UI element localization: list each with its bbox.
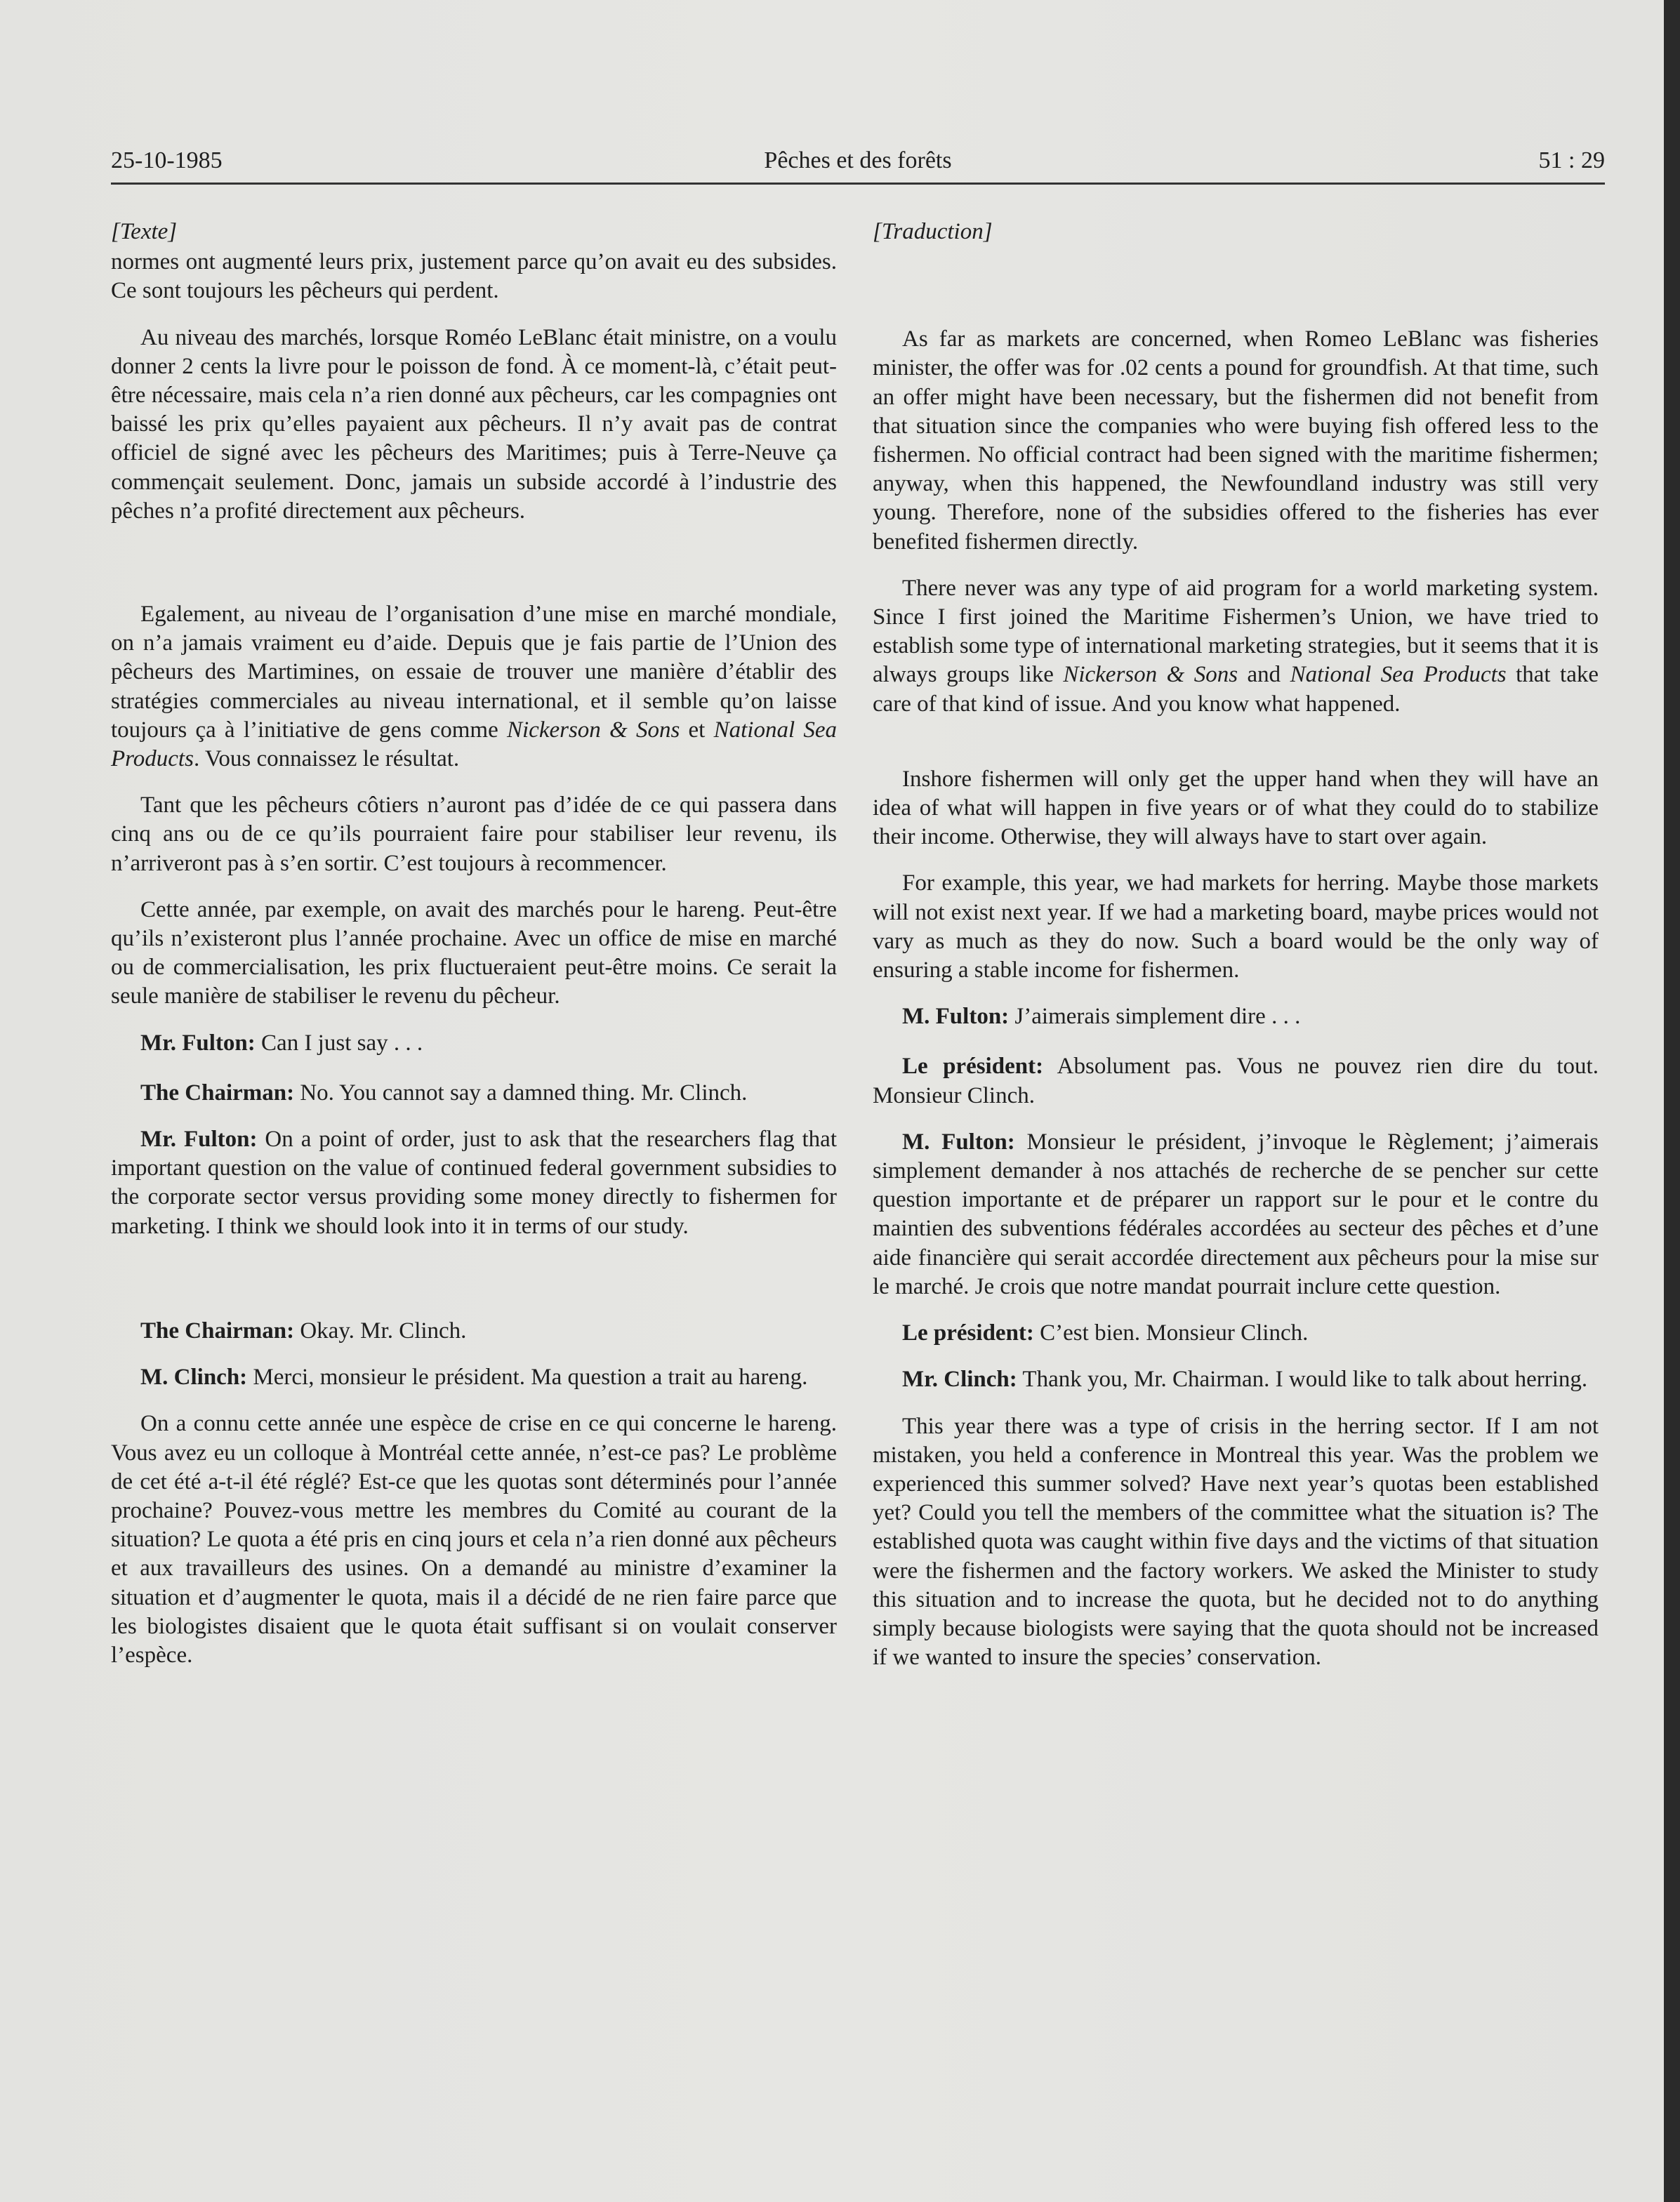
right-column [873,218,1599,1672]
speaker-text: Monsieur le président, j’invoque le Règlement; j’aimerais simplement demander à nos attachés de recherche de se pencher sur cette question importante et de préparer un rapport sur le pour et le contre du maintien des subventions fédérales accordées au secteur des pêches et d’une aide financière qui serait accordée directement aux pêcheurs pour la mise sur le marché. Je crois que notre mandat pourrait inclure cette question. [873,1129,1599,1299]
speaker-line [873,1052,1599,1110]
speaker-line [111,1317,837,1346]
right-paragraph: For example, this year, we had markets for herring. Maybe those markets will not exist next year. If we had a marketing board, maybe prices would not vary as much as they do now. Such a board would be the only way of ensuring a stable income for fishermen. [873,870,1599,983]
speaker-line [873,1128,1599,1301]
right-paragraph: Inshore fishermen will only get the upper hand when they will have an idea of what will happen in five years or of what they could do to stabilize their income. Otherwise, they will always have to start over again. [873,766,1599,850]
company-name: Nickerson & Sons [1063,662,1238,688]
company-name: National Sea Products [111,717,837,772]
text-run: . Vous connaissez le résultat. [193,746,460,772]
header-page-number: 51 : 29 [1538,147,1605,173]
left-paragraph [111,600,837,774]
speaker-line [111,1125,837,1241]
speaker-text: C’est bien. Monsieur Clinch. [1033,1320,1309,1346]
speaker-text: Merci, monsieur le président. Ma question a trait au hareng. [247,1365,808,1391]
speaker-text: J’aimerais simplement dire . . . [1009,1004,1301,1030]
speaker-line [873,1319,1599,1348]
company-name: National Sea Products [1290,662,1507,688]
speaker-text: Absolument pas. Vous ne pouvez rien dire du tout. Monsieur Clinch. [873,1054,1599,1108]
text-run: and [1238,662,1290,688]
header-rule [111,183,1605,185]
speaker-name: M. Fulton: [902,1004,1010,1030]
text-run: that take care of that kind of issue. And you know what happened. [873,662,1599,717]
left-paragraph: normes ont augmenté leurs prix, justement parce qu’on avait eu des subsides. Ce sont toujours les pêcheurs qui perdent. [111,249,837,304]
speaker-text: Okay. Mr. Clinch. [294,1318,467,1344]
speaker-line [873,1002,1599,1031]
header-title: Pêches et des forêts [764,147,952,173]
speaker-name: Le président: [902,1320,1034,1346]
speaker-name: M. Fulton: [902,1129,1015,1155]
right-paragraph: This year there was a type of crisis in the herring sector. If I am not mistaken, you held a conference in Montreal this year. Was the problem we experienced this summer solved? Have next year’s quotas been established yet? Could you tell the members of the committee what the situation is? The established quota was caught within five days and the victims of that situation were the fishermen and the factory workers. We asked the Minister to study this situation and to increase the quota, but he decided not to do anything simply because biologists were saying that the quota should not be increased if we wanted to insure the species’ conservation. [873,1413,1599,1671]
left-column-label: [Texte] [111,219,178,244]
text-run: Egalement, au niveau de l’organisation d’une mise en marché mondiale, on n’a jamais vraiment eu d’aide. Depuis que je fais partie de l’Union des pêcheurs des Martimines, on essaie de trouver une manière d’établir des stratégies commerciales au niveau international, et il semble qu’on laisse toujours ça à l’initiative de gens comme [111,602,837,743]
speaker-line [111,1363,837,1392]
speaker-name: The Chairman: [140,1318,295,1344]
right-paragraph [873,574,1599,719]
speaker-line [111,1079,837,1108]
speaker-name: M. Clinch: [140,1365,248,1391]
speaker-name: Mr. Clinch: [902,1367,1017,1393]
company-name: Nickerson & Sons [507,717,680,743]
right-paragraph: As far as markets are concerned, when Romeo LeBlanc was fisheries minister, the offer was for .02 cents a pound for groundfish. At that time, such an offer might have been necessary, but the fishermen did not benefit from that situation since the companies who were buying fish offered less to the fishermen. No official contract had been signed with the maritime fishermen; anyway, when this happened, the Newfoundland industry was still very young. Therefore, none of the subsidies offered to the fisheries has ever benefited fishermen directly. [873,326,1599,555]
left-label-text: Texte [119,219,168,244]
text-run: et [680,717,714,743]
left-paragraph: Au niveau des marchés, lorsque Roméo LeBlanc était ministre, on a voulu donner 2 cents la livre pour le poisson de fond. À ce moment-là, c’était peut-être nécessaire, mais cela n’a rien donné aux pêcheurs, car les compagnies ont baissé les prix qu’elles payaient aux pêcheurs. Il n’y avait pas de contrat officiel de signé avec les pêcheurs des Maritimes; puis à Terre-Neuve ça commençait seulement. Donc, jamais un subside accordé à l’industrie des pêches n’a profité directement aux pêcheurs. [111,324,837,524]
speaker-name: Le président: [902,1054,1044,1080]
speaker-text: Can I just say . . . [255,1030,423,1056]
speaker-name: The Chairman: [140,1080,295,1106]
right-label-text: Traduction [881,219,984,244]
speaker-text: Thank you, Mr. Chairman. I would like to talk about herring. [1017,1367,1588,1393]
speaker-name: Mr. Fulton: [140,1127,258,1153]
speaker-name: Mr. Fulton: [140,1030,256,1056]
left-paragraph: Tant que les pêcheurs côtiers n’auront pas d’idée de ce qui passera dans cinq ans ou de ce qu’ils pourraient faire pour stabiliser leur revenu, ils n’arriveront pas à s’en sortir. C’est toujours à recommencer. [111,792,837,876]
speaker-text: On a point of order, just to ask that the researchers flag that important question on the value of continued federal government subsidies to the corporate sector versus providing some money directly to fishermen for marketing. I think we should look into it in terms of our study. [111,1127,838,1239]
left-paragraph: Cette année, par exemple, on avait des marchés pour le hareng. Peut-être qu’ils n’existeront plus l’année prochaine. Avec un office de mise en marché ou de commercialisation, les prix fluctueraient peut-être moins. Ce serait la seule manière de stabiliser le revenu du pêcheur. [111,896,837,1009]
right-column-label: [Traduction] [873,219,993,244]
scan-edge [1664,0,1680,2202]
speaker-text: No. You cannot say a damned thing. Mr. Clinch. [294,1080,748,1106]
left-paragraph: On a connu cette année une espèce de crise en ce qui concerne le hareng. Vous avez eu un colloque à Montréal cette année, n’est-ce pas? Le problème de cet été a-t-il été réglé? Est-ce que les quotas sont déterminés pour l’année prochaine? Pouvez-vous mettre les membres du Comité au courant de la situation? Le quota a été pris en cinq jours et cela n’a rien donné aux pêcheurs et aux travailleurs des usines. On a demandé au ministre d’examiner la situation et d’augmenter le quota, mais il a décidé de ne rien faire parce que les biologistes disaient que le quota était suffisant si on voulait conserver l’espèce. [111,1411,837,1668]
text-run: There never was any type of aid program for a world marketing system. Since I first joined the Maritime Fishermen’s Union, we have tried to establish some type of international marketing strategies, but it seems that it is always groups like [873,575,1599,688]
left-column [111,218,837,1670]
page-header [111,147,1605,183]
speaker-line [873,1365,1599,1394]
speaker-line [111,1029,837,1058]
header-date: 25-10-1985 [111,147,223,173]
